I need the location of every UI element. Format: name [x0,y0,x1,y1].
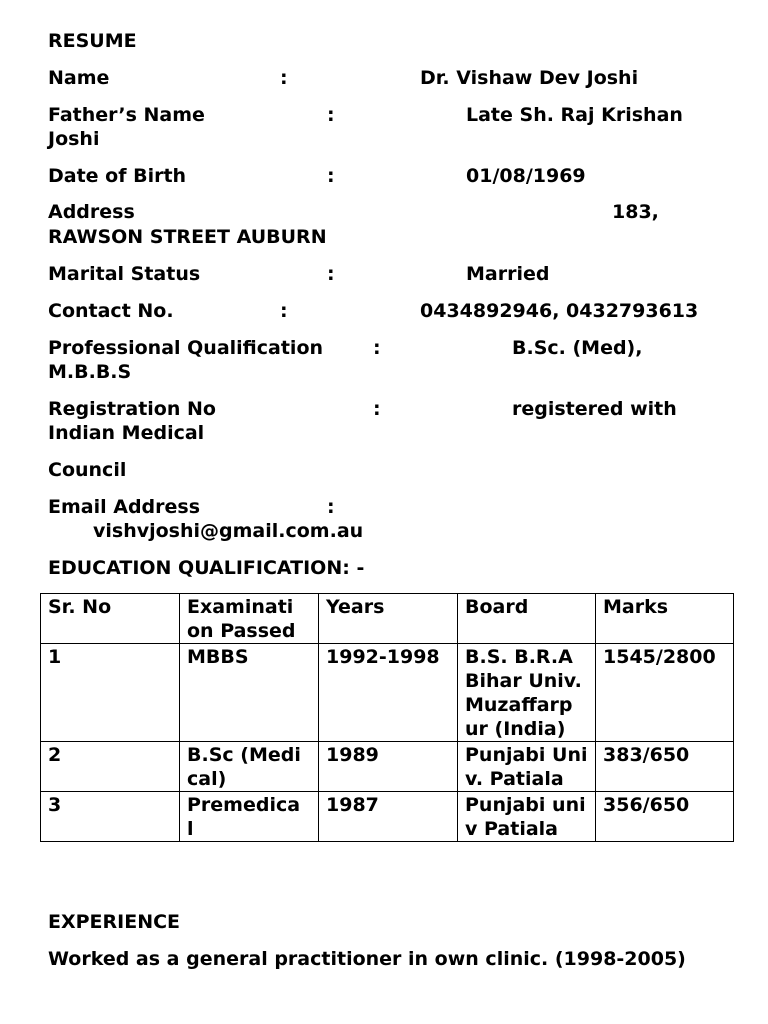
cell-board: B.S. B.R.A Bihar Univ. Muzaffarp ur (India) [458,644,596,742]
email-value: vishvjoshi@gmail.com.au [93,520,364,542]
contact-value: 0434892946, 0432793613 [420,300,699,322]
table-row [41,644,734,742]
education-table [40,593,734,842]
email-label: Email Address [48,496,201,518]
marital-status-value: Married [466,263,550,285]
cell-sr-no: 2 [41,742,180,792]
address-value: 183, [612,201,659,223]
registration-value-continued-2: Council [48,459,127,481]
marital-status-label: Marital Status [48,263,201,285]
dob-separator: : [327,165,335,187]
cell-board: Punjabi univ Patiala [458,792,596,842]
header-board: Board [458,594,596,644]
registration-label: Registration No [48,398,216,420]
email-separator: : [327,496,335,518]
table-header-row [41,594,734,644]
cell-sr-no: 3 [41,792,180,842]
name-value: Dr. Vishaw Dev Joshi [420,67,639,89]
table-row [41,792,734,842]
cell-examination: B.Sc (Medical) [180,742,319,792]
qualification-value: B.Sc. (Med), [512,337,643,359]
table-row [41,742,734,792]
name-label: Name [48,67,110,89]
address-label: Address [48,201,135,223]
qualification-label: Professional Qualification [48,337,324,359]
dob-label: Date of Birth [48,165,187,187]
cell-years: 1992-1998 [319,644,458,742]
header-examination: Examinati on Passed [180,594,319,644]
cell-marks: 356/650 [596,792,734,842]
father-name-label: Father’s Name [48,104,205,126]
father-name-value-continued: Joshi [48,128,100,150]
experience-text: Worked as a general practitioner in own clinic. (1998-2005) [48,948,686,970]
registration-separator: : [373,398,381,420]
registration-value: registered with [512,398,677,420]
header-sr-no: Sr. No [41,594,180,644]
cell-examination: MBBS [180,644,319,742]
name-separator: : [280,67,288,89]
cell-examination: Premedica l [180,792,319,842]
registration-value-continued: Indian Medical [48,422,205,444]
cell-marks: 1545/2800 [596,644,734,742]
cell-sr-no: 1 [41,644,180,742]
cell-years: 1987 [319,792,458,842]
contact-label: Contact No. [48,300,174,322]
cell-board: Punjabi Univ. Patiala [458,742,596,792]
qualification-separator: : [373,337,381,359]
header-years: Years [319,594,458,644]
dob-value: 01/08/1969 [466,165,586,187]
header-marks: Marks [596,594,734,644]
resume-title: RESUME [48,30,137,52]
education-heading: EDUCATION QUALIFICATION: - [48,557,365,579]
qualification-value-continued: M.B.B.S [48,361,132,383]
marital-status-separator: : [327,263,335,285]
address-value-continued: RAWSON STREET AUBURN [48,226,327,248]
cell-marks: 383/650 [596,742,734,792]
father-name-value: Late Sh. Raj Krishan [466,104,683,126]
contact-separator: : [280,300,288,322]
experience-heading: EXPERIENCE [48,911,181,933]
cell-years: 1989 [319,742,458,792]
father-name-separator: : [327,104,335,126]
